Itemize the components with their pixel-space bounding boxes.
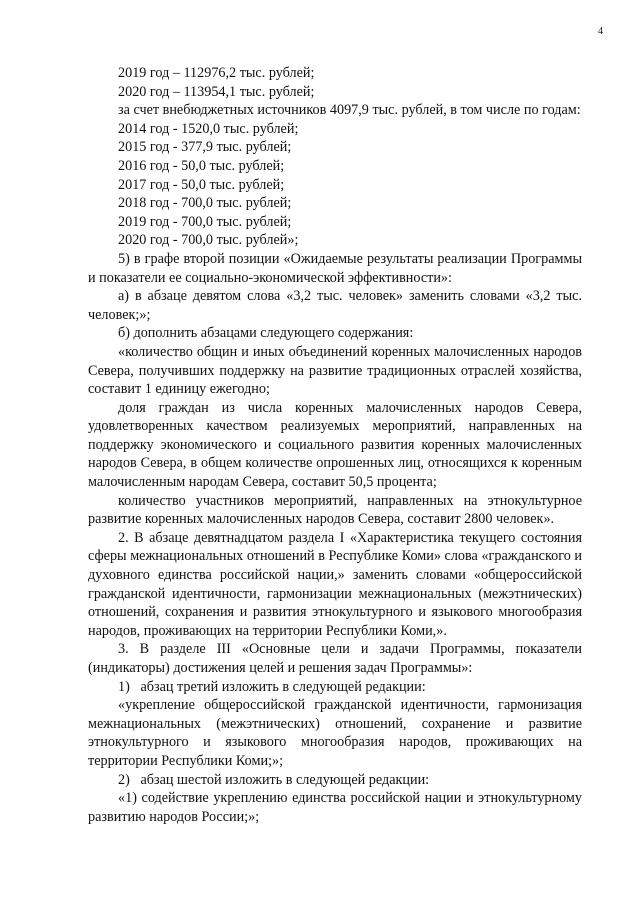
paragraph: 2020 год - 700,0 тыс. рублей»; (118, 232, 299, 249)
paragraph: 2018 год - 700,0 тыс. рублей; (118, 195, 292, 212)
paragraph: 2) абзац шестой изложить в следующей редакции: (118, 771, 430, 788)
page-number: 4 (598, 26, 603, 37)
paragraph: 1) абзац третий изложить в следующей редакции: (118, 678, 426, 695)
paragraph: б) дополнить абзацами следующего содержания: (118, 325, 414, 342)
paragraph: «количество общин и иных объединений коренных малочисленных народов Севера, получивших поддержку на развитие традиционных отраслей хозяйства, составит 1 единицу ежегодно; (88, 343, 582, 398)
paragraph: «укрепление общероссийской гражданской идентичности, гармонизация межнациональных (межэтнических) отношений, сохранение и развитие этнокультурного и языкового многообразия народов, проживающих на территории Республики Коми;»; (88, 697, 582, 769)
paragraph: 2016 год - 50,0 тыс. рублей; (118, 157, 285, 174)
paragraph: 2014 год - 1520,0 тыс. рублей; (118, 120, 299, 137)
paragraph: 5) в графе второй позиции «Ожидаемые результаты реализации Программы и показатели ее социально-экономической эффективности»: (88, 250, 582, 286)
paragraph: 2020 год – 113954,1 тыс. рублей; (118, 83, 315, 100)
document-body (88, 64, 582, 826)
paragraph: доля граждан из числа коренных малочисленных народов Севера, удовлетворенных качеством реализуемых мероприятий, направленных на поддержку экономического и социального развития коренных малочисленных народов Севера, в общем количестве опрошенных лиц, относящихся к коренным малочисленным народам Севера, составит 50,5 процента; (88, 399, 582, 491)
paragraph: 2017 год - 50,0 тыс. рублей; (118, 176, 285, 193)
paragraph: 2019 год – 112976,2 тыс. рублей; (118, 65, 315, 81)
paragraph: «1) содействие укреплению единства российской нации и этнокультурному развитию народов России;»; (88, 790, 582, 825)
paragraph: 2015 год - 377,9 тыс. рублей; (118, 139, 292, 156)
paragraph: количество участников мероприятий, направленных на этнокультурное развитие коренных малочисленных народов Севера, составит 2800 человек». (88, 492, 582, 528)
paragraph: за счет внебюджетных источников 4097,9 тыс. рублей, в том числе по годам: (118, 102, 581, 119)
paragraph: 2019 год - 700,0 тыс. рублей; (118, 213, 292, 230)
paragraph: 3. В разделе III «Основные цели и задачи Программы, показатели (индикаторы) достижения целей и решения задач Программы»: (88, 641, 582, 676)
paragraph: 2. В абзаце девятнадцатом раздела I «Характеристика текущего состояния сферы межнациональных отношений в Республике Коми» слова «гражданского и духовного единства российской нации,» заменить словами «общероссийской гражданской идентичности, гармонизации межнациональных (межэтнических) отношений, сохранения и развития этнокультурного и языкового многообразия народов, проживающих на территории Республики Коми,». (88, 529, 582, 639)
paragraph: а) в абзаце девятом слова «3,2 тыс. человек» заменить словами «3,2 тыс. человек;»; (88, 288, 582, 323)
